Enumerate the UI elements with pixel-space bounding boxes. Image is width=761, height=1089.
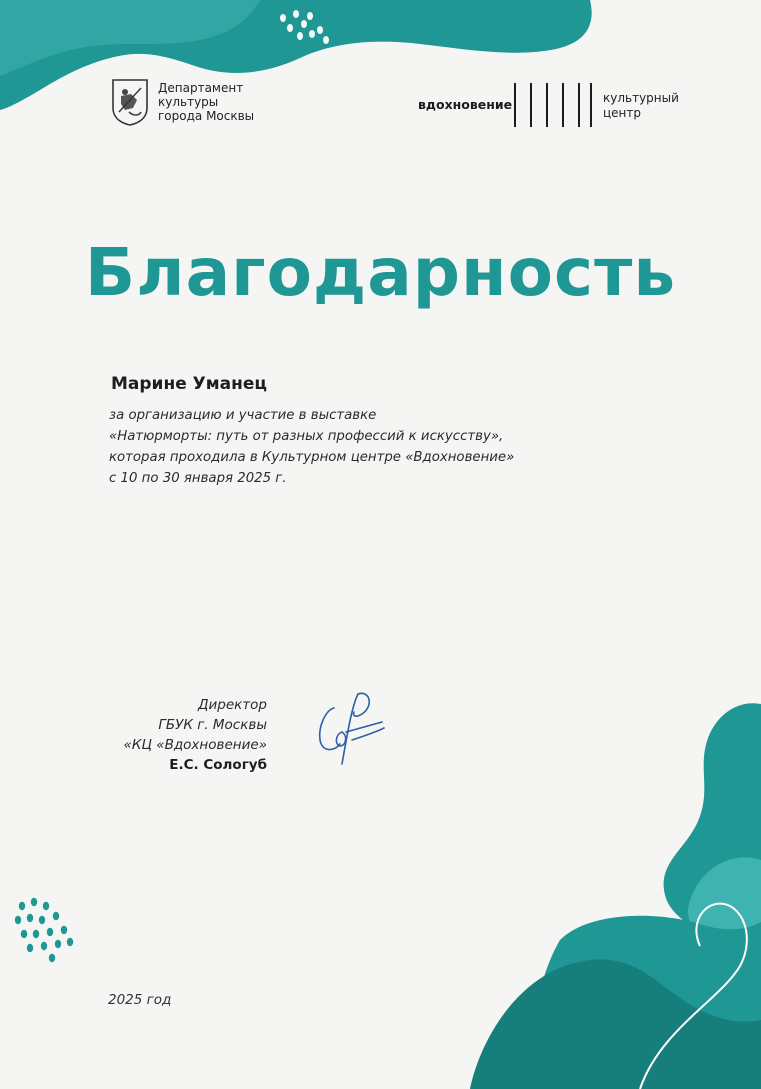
department-line: города Москвы bbox=[158, 109, 255, 123]
reason-text bbox=[109, 405, 514, 489]
signatory-line: Директор bbox=[197, 697, 267, 713]
signatory-name: Е.С. Сологуб bbox=[169, 757, 267, 773]
reason-line: которая проходила в Культурном центре «Вдохновение» bbox=[109, 450, 515, 465]
certificate-title: Благодарность bbox=[84, 234, 677, 311]
moscow-coat-of-arms-logo bbox=[111, 78, 149, 126]
center-logo-bars bbox=[513, 81, 593, 129]
reason-line: с 10 по 30 января 2025 г. bbox=[109, 471, 287, 486]
department-line: культуры bbox=[158, 95, 219, 109]
center-logo-name: вдохновение bbox=[418, 97, 513, 112]
bottom-decorative-shapes bbox=[0, 690, 761, 1089]
reason-line: «Натюрморты: путь от разных профессий к искусству», bbox=[109, 429, 504, 444]
signatory-line: «КЦ «Вдохновение» bbox=[123, 737, 267, 753]
department-line: Департамент bbox=[158, 81, 244, 95]
recipient-name: Марине Уманец bbox=[111, 374, 268, 394]
center-type bbox=[603, 91, 679, 121]
center-type-line: культурный bbox=[603, 91, 679, 105]
center-type-line: центр bbox=[603, 106, 642, 120]
reason-line: за организацию и участие в выставке bbox=[109, 408, 377, 423]
signatory-line: ГБУК г. Москвы bbox=[158, 717, 267, 733]
certificate-year: 2025 год bbox=[108, 992, 172, 1008]
department-name bbox=[158, 81, 254, 123]
